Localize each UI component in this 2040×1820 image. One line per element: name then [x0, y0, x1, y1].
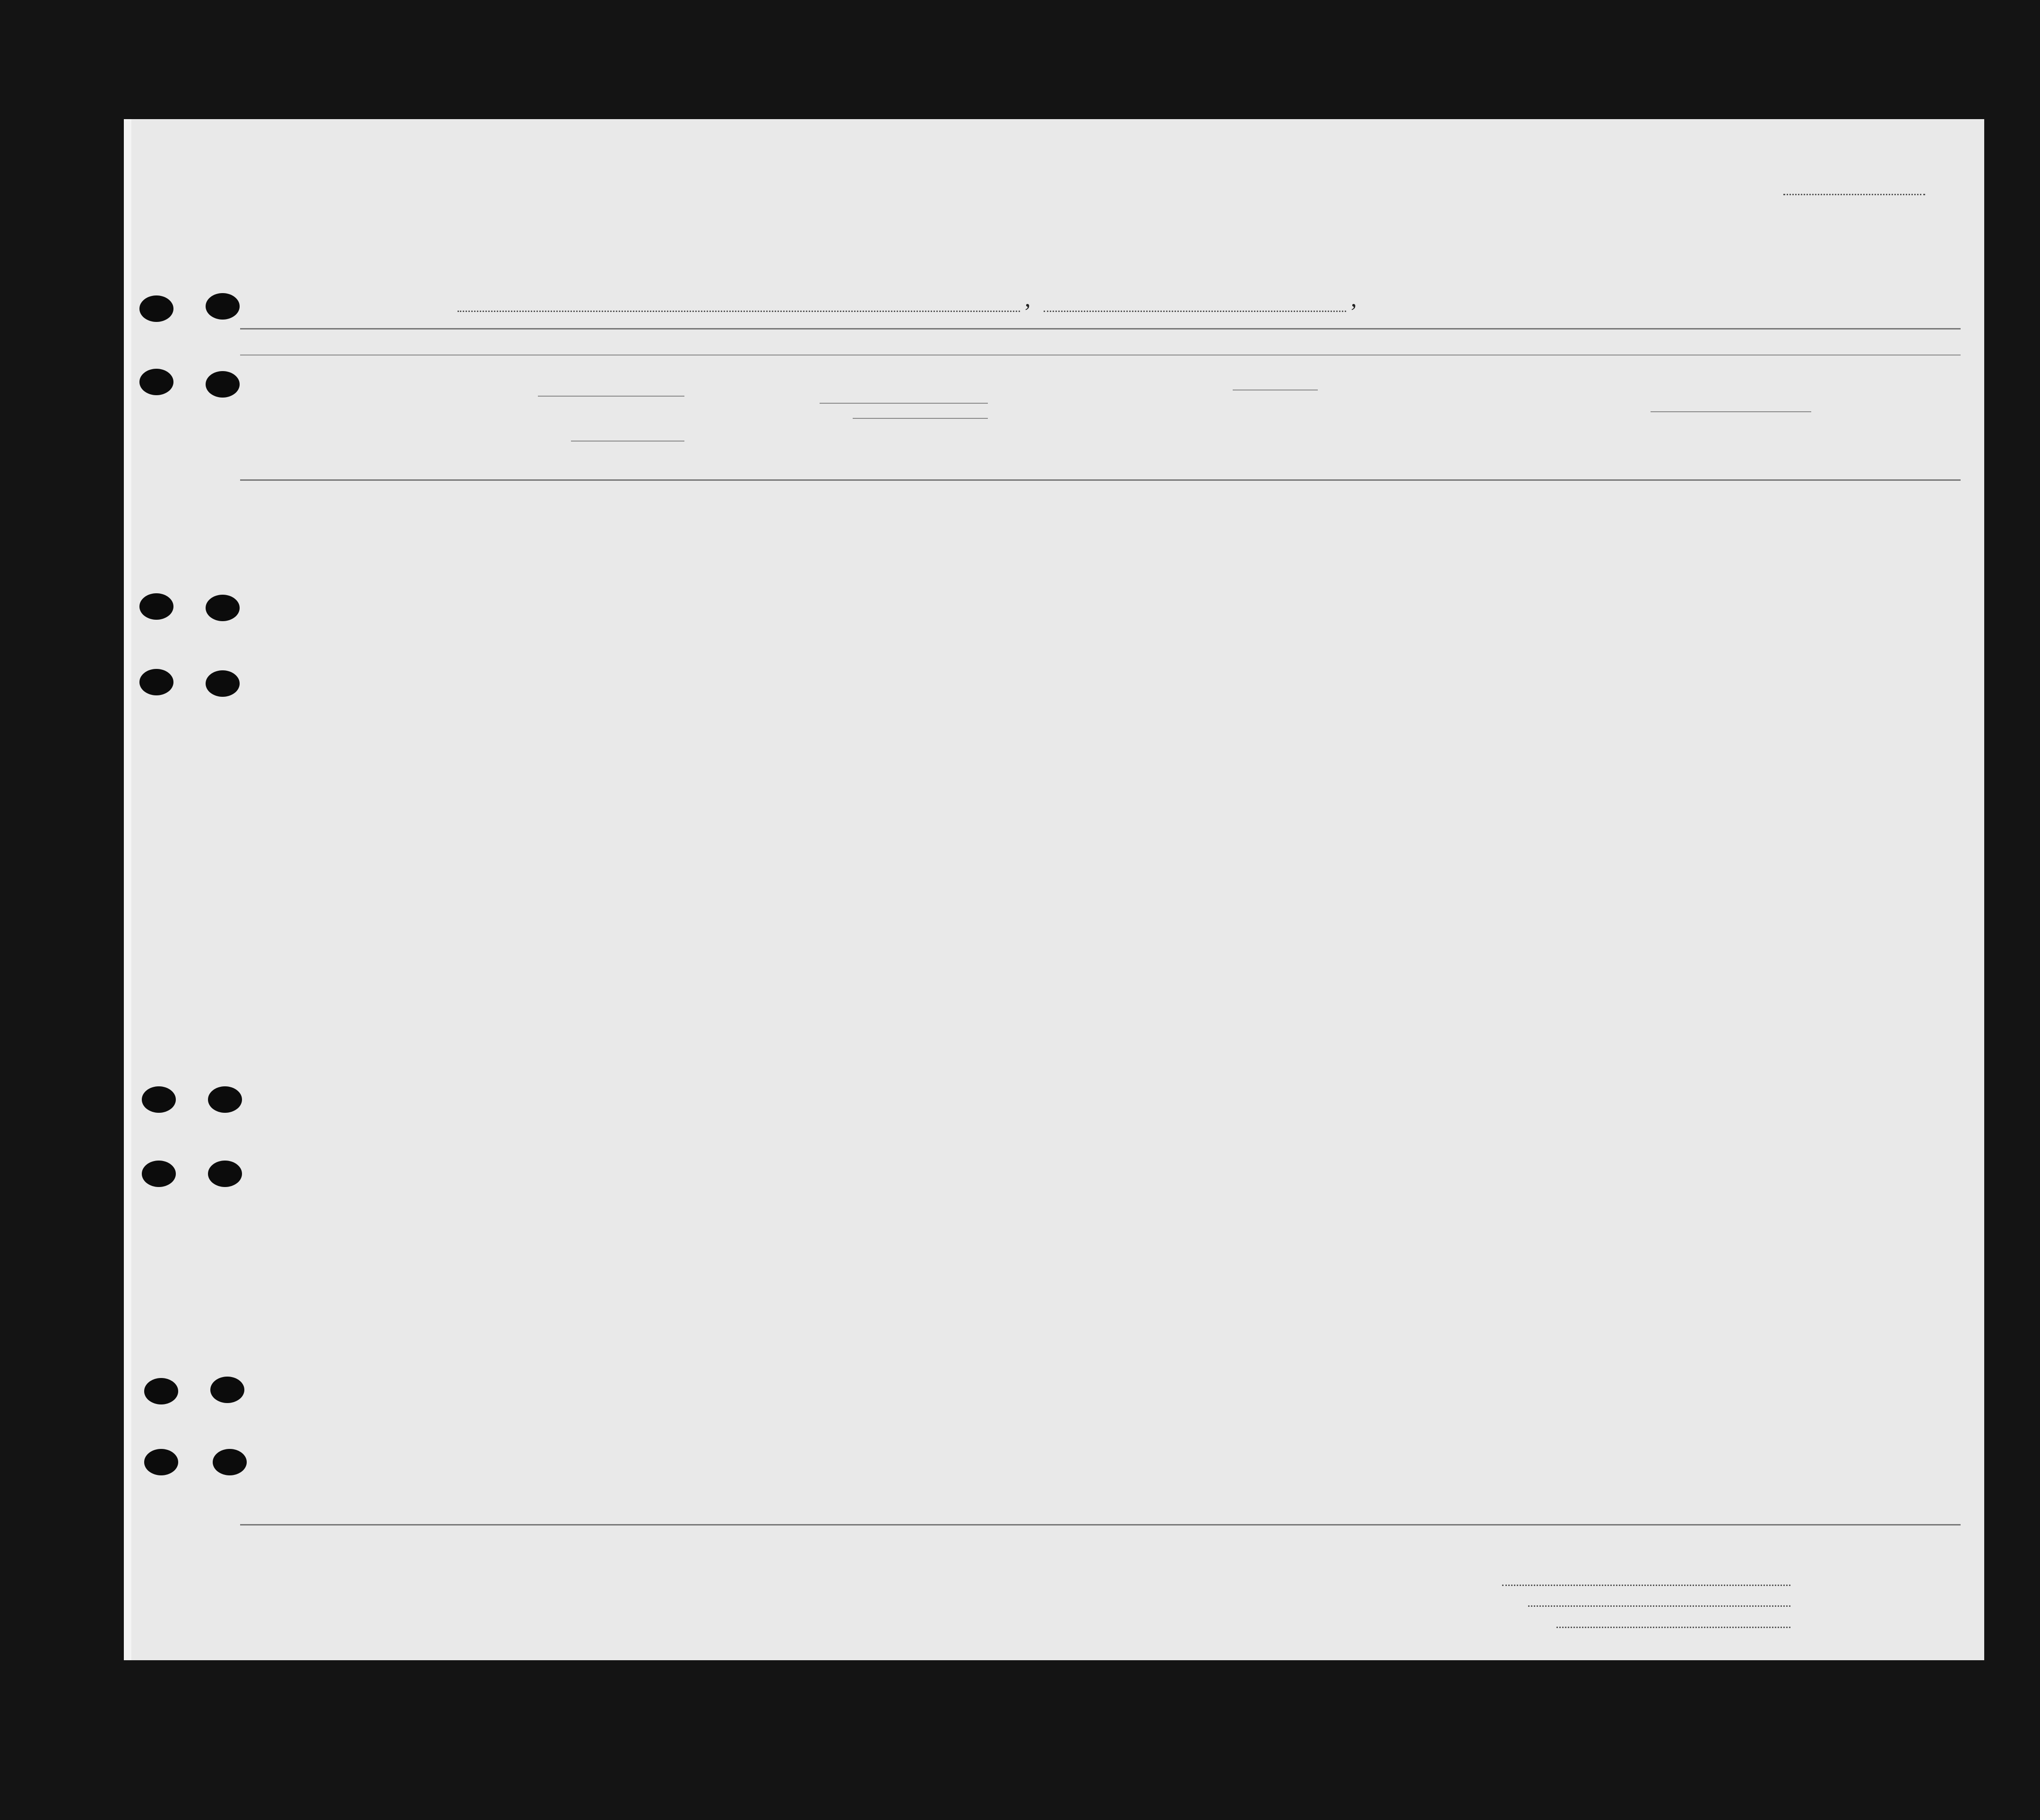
punch-hole	[144, 1449, 178, 1475]
punch-hole	[210, 1377, 244, 1403]
punch-hole	[213, 1449, 247, 1475]
punch-hole	[206, 670, 240, 697]
manifest-sheet: , ,	[124, 119, 1984, 1660]
punch-hole	[144, 1378, 178, 1404]
punch-hole	[208, 1086, 242, 1113]
punch-hole	[139, 669, 173, 695]
punch-hole	[206, 371, 240, 398]
punch-hole	[208, 1161, 242, 1187]
punch-hole	[139, 369, 173, 395]
punch-hole	[139, 295, 173, 322]
punch-hole	[206, 293, 240, 320]
punch-hole	[206, 595, 240, 621]
punch-hole	[139, 593, 173, 620]
punch-hole	[142, 1086, 176, 1113]
punch-hole	[142, 1161, 176, 1187]
